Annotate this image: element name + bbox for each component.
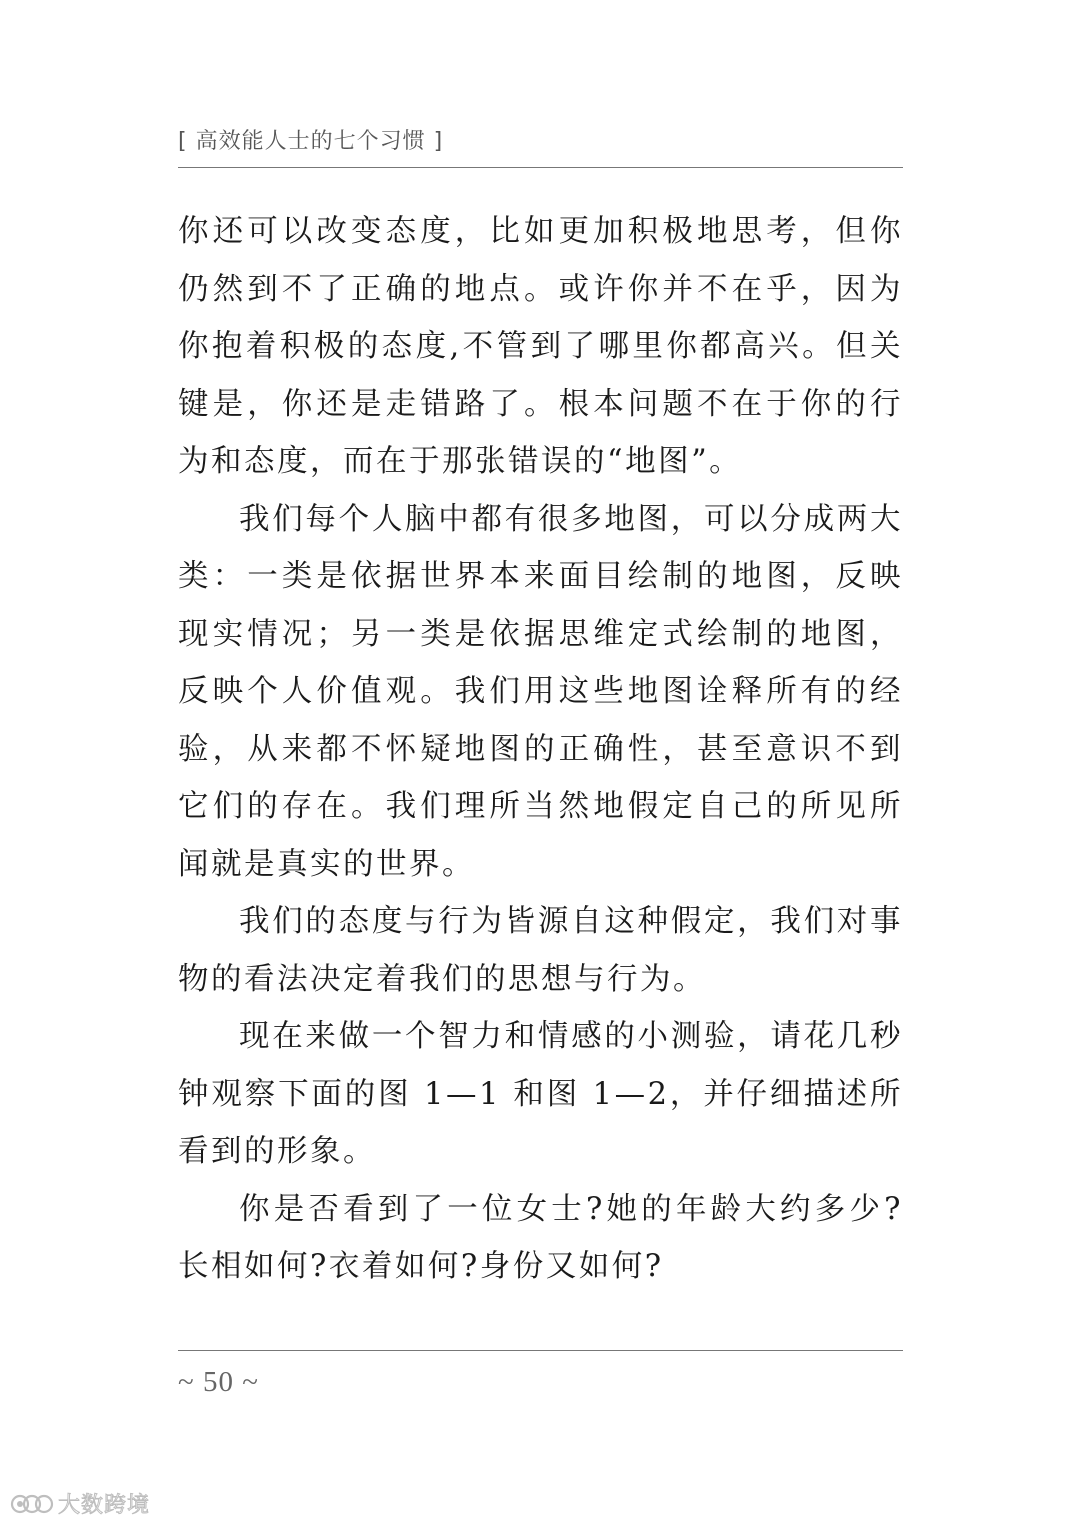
running-title: [ 高效能人士的七个习惯 ] [178, 129, 444, 154]
page-number: ~ 50 ~ [178, 1366, 259, 1398]
header-rule [178, 167, 903, 168]
paragraph-4: 现在来做一个智力和情感的小测验，请花几秒钟观察下面的图 1—1 和图 1—2，并仔细描述所看到的形象。 [178, 1019, 903, 1169]
paragraph-2: 我们每个人脑中都有很多地图，可以分成两大类：一类是依据世界本来面目绘制的地图，反映现实情况；另一类是依据思维定式绘制的地图，反映个人价值观。我们用这些地图诠释所有的经验，从来都不怀疑地图的正确性，甚至意识不到它们的存在。我们理所当然地假定自己的所见所闻就是真实的世界。 [178, 501, 903, 882]
page-body [178, 203, 903, 1296]
paragraph-3: 我们的态度与行为皆源自这种假定，我们对事物的看法决定着我们的思想与行为。 [178, 904, 903, 997]
brand-logo-icon [10, 1490, 54, 1518]
watermark [10, 1488, 150, 1519]
footer-rule [178, 1350, 903, 1351]
paragraph-1: 你还可以改变态度，比如更加积极地思考，但你仍然到不了正确的地点。或许你并不在乎，因为你抱着积极的态度,不管到了哪里你都高兴。但关键是，你还是走错路了。根本问题不在于你的行为和态度，而在于那张错误的“地图”。 [178, 214, 903, 479]
paragraph-5: 你是否看到了一位女士?她的年龄大约多少?长相如何?衣着如何?身份又如何? [178, 1191, 903, 1284]
watermark-text: 大数跨境 [58, 1493, 151, 1518]
